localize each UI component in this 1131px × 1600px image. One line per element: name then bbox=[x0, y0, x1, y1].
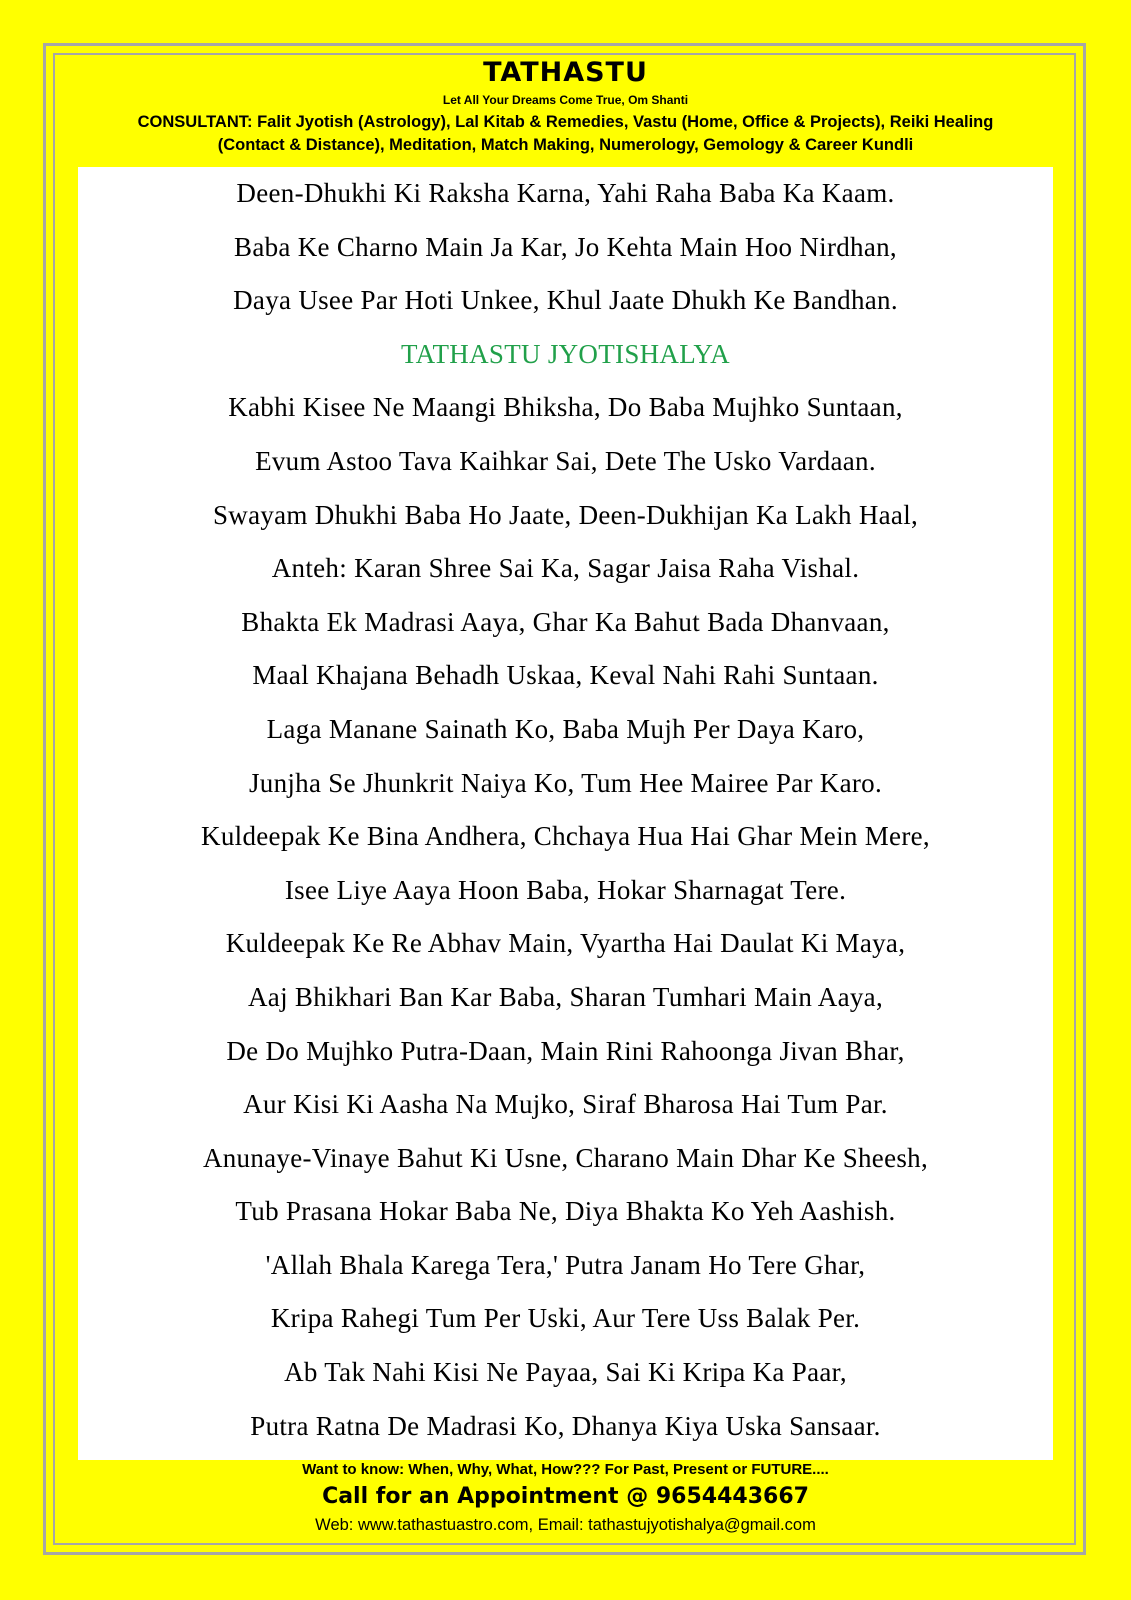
section-heading: TATHASTU JYOTISHALYA bbox=[401, 338, 730, 369]
inquiry-line: Want to know: When, Why, What, How??? For Past, Present or FUTURE.... bbox=[302, 1461, 829, 1478]
verse-line: Bhakta Ek Madrasi Aaya, Ghar Ka Bahut Bada Dhanvaan, bbox=[241, 606, 890, 637]
header bbox=[60, 55, 1071, 157]
verse-line: Putra Ratna De Madrasi Ko, Dhanya Kiya Uska Sansaar. bbox=[250, 1410, 881, 1441]
verse-line: De Do Mujhko Putra-Daan, Main Rini Rahoonga Jivan Bhar, bbox=[226, 1035, 905, 1066]
verse-line: Kuldeepak Ke Bina Andhera, Chchaya Hua Hai Ghar Mein Mere, bbox=[201, 821, 930, 852]
verse-line: 'Allah Bhala Karega Tera,' Putra Janam Ho Tere Ghar, bbox=[265, 1249, 866, 1280]
verse-line: Maal Khajana Behadh Uskaa, Keval Nahi Rahi Suntaan. bbox=[252, 660, 879, 691]
verse-line: Ab Tak Nahi Kisi Ne Payaa, Sai Ki Kripa Ka Paar, bbox=[284, 1357, 847, 1388]
consultant-line-1: CONSULTANT: Falit Jyotish (Astrology), Lal Kitab & Remedies, Vastu (Home, Office & Projects), Reiki Healing bbox=[137, 113, 994, 131]
verse-line: Tub Prasana Hokar Baba Ne, Diya Bhakta Ko Yeh Aashish. bbox=[235, 1196, 896, 1227]
verse-line: Swayam Dhukhi Baba Ho Jaate, Deen-Dukhijan Ka Lakh Haal, bbox=[212, 499, 919, 530]
verse-line: Anunaye-Vinaye Bahut Ki Usne, Charano Main Dhar Ke Sheesh, bbox=[202, 1142, 929, 1173]
verse-line: Kripa Rahegi Tum Per Uski, Aur Tere Uss Balak Per. bbox=[270, 1303, 861, 1334]
appointment-phone: Call for an Appointment @ 9654443667 bbox=[322, 1484, 809, 1509]
verse-panel bbox=[78, 167, 1053, 1460]
consultant-services bbox=[60, 111, 1071, 157]
verse-line: Laga Manane Sainath Ko, Baba Mujh Per Daya Karo, bbox=[266, 713, 865, 744]
verse-line: Aaj Bhikhari Ban Kar Baba, Sharan Tumhari Main Aaya, bbox=[248, 981, 883, 1012]
brand-title: TATHASTU bbox=[483, 57, 648, 88]
tagline: Let All Your Dreams Come True, Om Shanti bbox=[442, 93, 689, 107]
contact-web-email: Web: www.tathastuastro.com, Email: tathastujyotishalya@gmail.com bbox=[315, 1516, 816, 1534]
verse-line: Daya Usee Par Hoti Unkee, Khul Jaate Dhukh Ke Bandhan. bbox=[233, 285, 898, 316]
verse-line: Evum Astoo Tava Kaihkar Sai, Dete The Usko Vardaan. bbox=[255, 445, 876, 476]
verse-line: Kuldeepak Ke Re Abhav Main, Vyartha Hai Daulat Ki Maya, bbox=[225, 928, 906, 959]
verse-list bbox=[78, 167, 1053, 1453]
verse-line: Baba Ke Charno Main Ja Kar, Jo Kehta Main Hoo Nirdhan, bbox=[234, 231, 897, 262]
verse-line: Junjha Se Jhunkrit Naiya Ko, Tum Hee Mairee Par Karo. bbox=[248, 767, 883, 798]
verse-line: Aur Kisi Ki Aasha Na Mujko, Siraf Bharosa Hai Tum Par. bbox=[243, 1089, 888, 1120]
verse-line: Isee Liye Aaya Hoon Baba, Hokar Sharnagat Tere. bbox=[284, 874, 847, 905]
footer bbox=[60, 1460, 1071, 1536]
consultant-line-2: (Contact & Distance), Meditation, Match Making, Numerology, Gemology & Career Kundli bbox=[217, 136, 914, 154]
verse-line: Deen-Dhukhi Ki Raksha Karna, Yahi Raha Baba Ka Kaam. bbox=[236, 178, 895, 208]
verse-line: Kabhi Kisee Ne Maangi Bhiksha, Do Baba Mujhko Suntaan, bbox=[228, 392, 903, 423]
verse-line: Anteh: Karan Shree Sai Ka, Sagar Jaisa Raha Vishal. bbox=[271, 553, 860, 584]
